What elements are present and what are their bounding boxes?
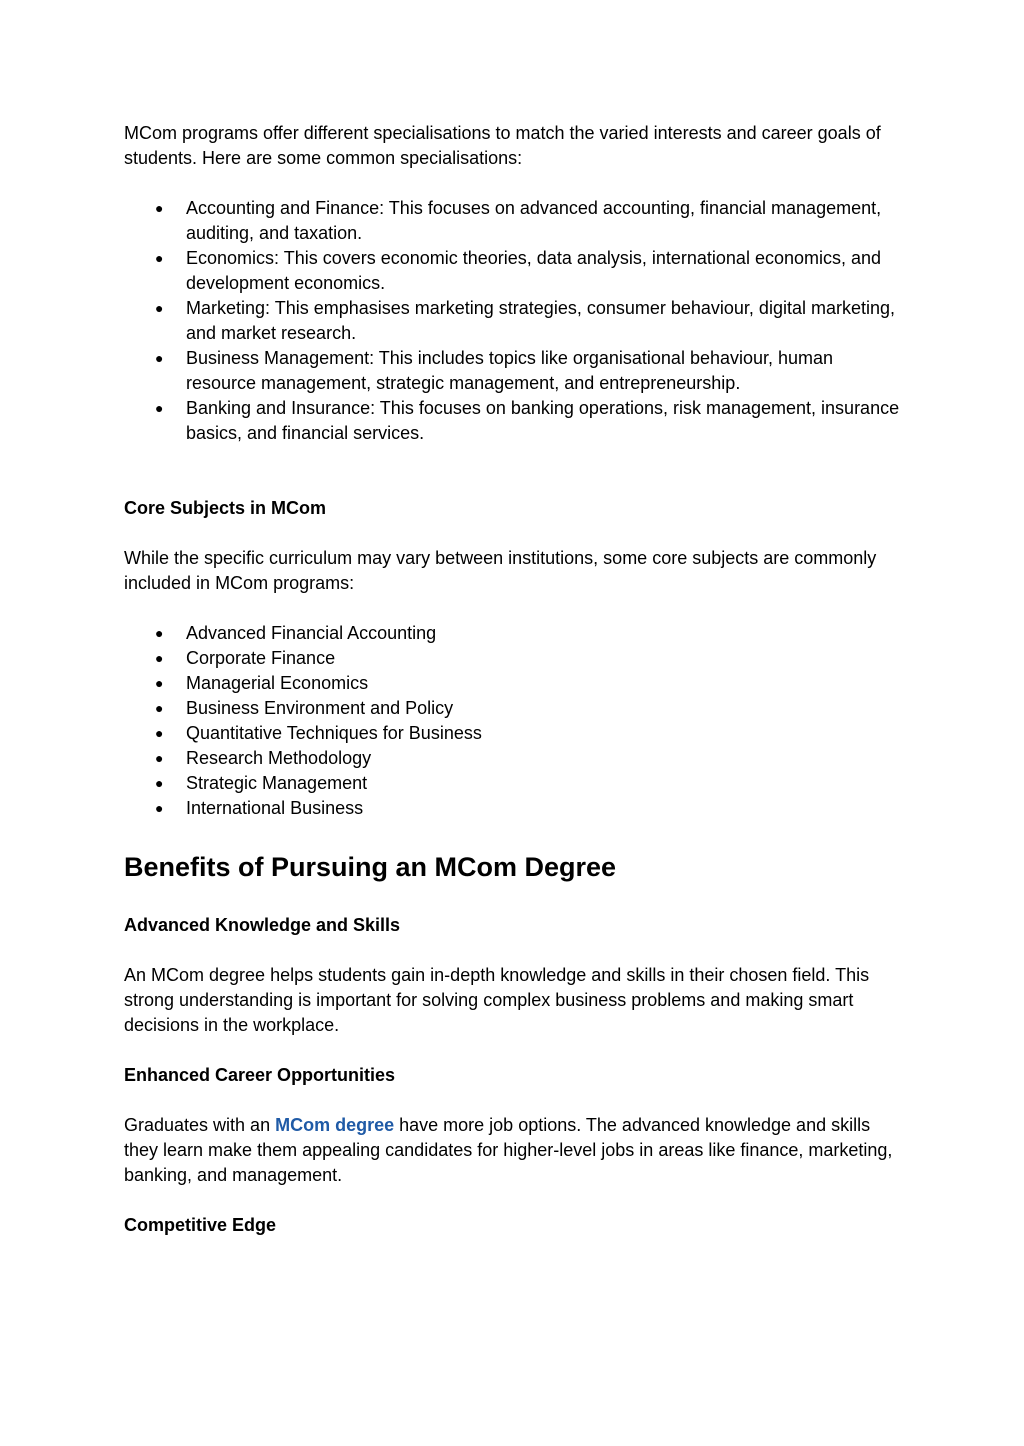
bullet-icon: ● — [155, 800, 164, 816]
specialisations-list — [124, 196, 904, 446]
list-item: ● Advanced Financial Accounting — [124, 621, 904, 646]
core-subjects-list — [124, 621, 904, 821]
list-item: ● Managerial Economics — [124, 671, 904, 696]
bullet-icon: ● — [155, 675, 164, 691]
document-page — [124, 121, 904, 1238]
bullet-icon: ● — [155, 400, 164, 416]
list-item: ● Accounting and Finance: This focuses on advanced accounting, financial management, auditing, and taxation. — [155, 198, 882, 243]
bullet-icon: ● — [155, 750, 164, 766]
bullet-icon: ● — [155, 775, 164, 791]
list-item: ● Marketing: This emphasises marketing strategies, consumer behaviour, digital marketing, and market research. — [155, 298, 895, 343]
bullet-icon: ● — [155, 300, 164, 316]
bullet-icon: ● — [155, 200, 164, 216]
list-item: ● Corporate Finance — [124, 646, 904, 671]
intro-paragraph: MCom programs offer different specialisations to match the varied interests and career goals of students. Here are some common specialisations: — [124, 123, 881, 168]
list-item: ● Quantitative Techniques for Business — [124, 721, 904, 746]
core-subjects-intro: While the specific curriculum may vary between institutions, some core subjects are commonly included in MCom programs: — [124, 548, 877, 593]
advanced-knowledge-paragraph: An MCom degree helps students gain in-depth knowledge and skills in their chosen field. This strong understanding is important for solving complex business problems and making smart decisions in the workplace. — [124, 965, 870, 1035]
mcom-degree-link[interactable]: MCom degree — [275, 1115, 395, 1135]
competitive-edge-heading: Competitive Edge — [124, 1215, 277, 1235]
bullet-icon: ● — [155, 700, 164, 716]
bullet-icon: ● — [155, 625, 164, 641]
list-item: ● Research Methodology — [124, 746, 904, 771]
bullet-icon: ● — [155, 250, 164, 266]
list-item: ● International Business — [124, 796, 904, 821]
career-opportunities-heading: Enhanced Career Opportunities — [124, 1065, 396, 1085]
bullet-icon: ● — [155, 725, 164, 741]
list-item: ● Economics: This covers economic theories, data analysis, international economics, and development economics. — [155, 248, 882, 293]
list-item: ● Business Environment and Policy — [124, 696, 904, 721]
career-opportunities-paragraph: Graduates with an MCom degree have more job options. The advanced knowledge and skills they learn make them appealing candidates for higher-level jobs in areas like finance, marketing, banking, and management. — [124, 1115, 893, 1185]
advanced-knowledge-heading: Advanced Knowledge and Skills — [124, 915, 401, 935]
list-item: ● Business Management: This includes topics like organisational behaviour, human resource management, strategic management, and entrepreneurship. — [155, 348, 834, 393]
bullet-icon: ● — [155, 350, 164, 366]
list-item: ● Strategic Management — [124, 771, 904, 796]
list-item: ● Banking and Insurance: This focuses on banking operations, risk management, insurance basics, and financial services. — [155, 398, 900, 443]
bullet-icon: ● — [155, 650, 164, 666]
benefits-heading: Benefits of Pursuing an MCom Degree — [124, 852, 617, 882]
core-subjects-heading: Core Subjects in MCom — [124, 498, 327, 518]
